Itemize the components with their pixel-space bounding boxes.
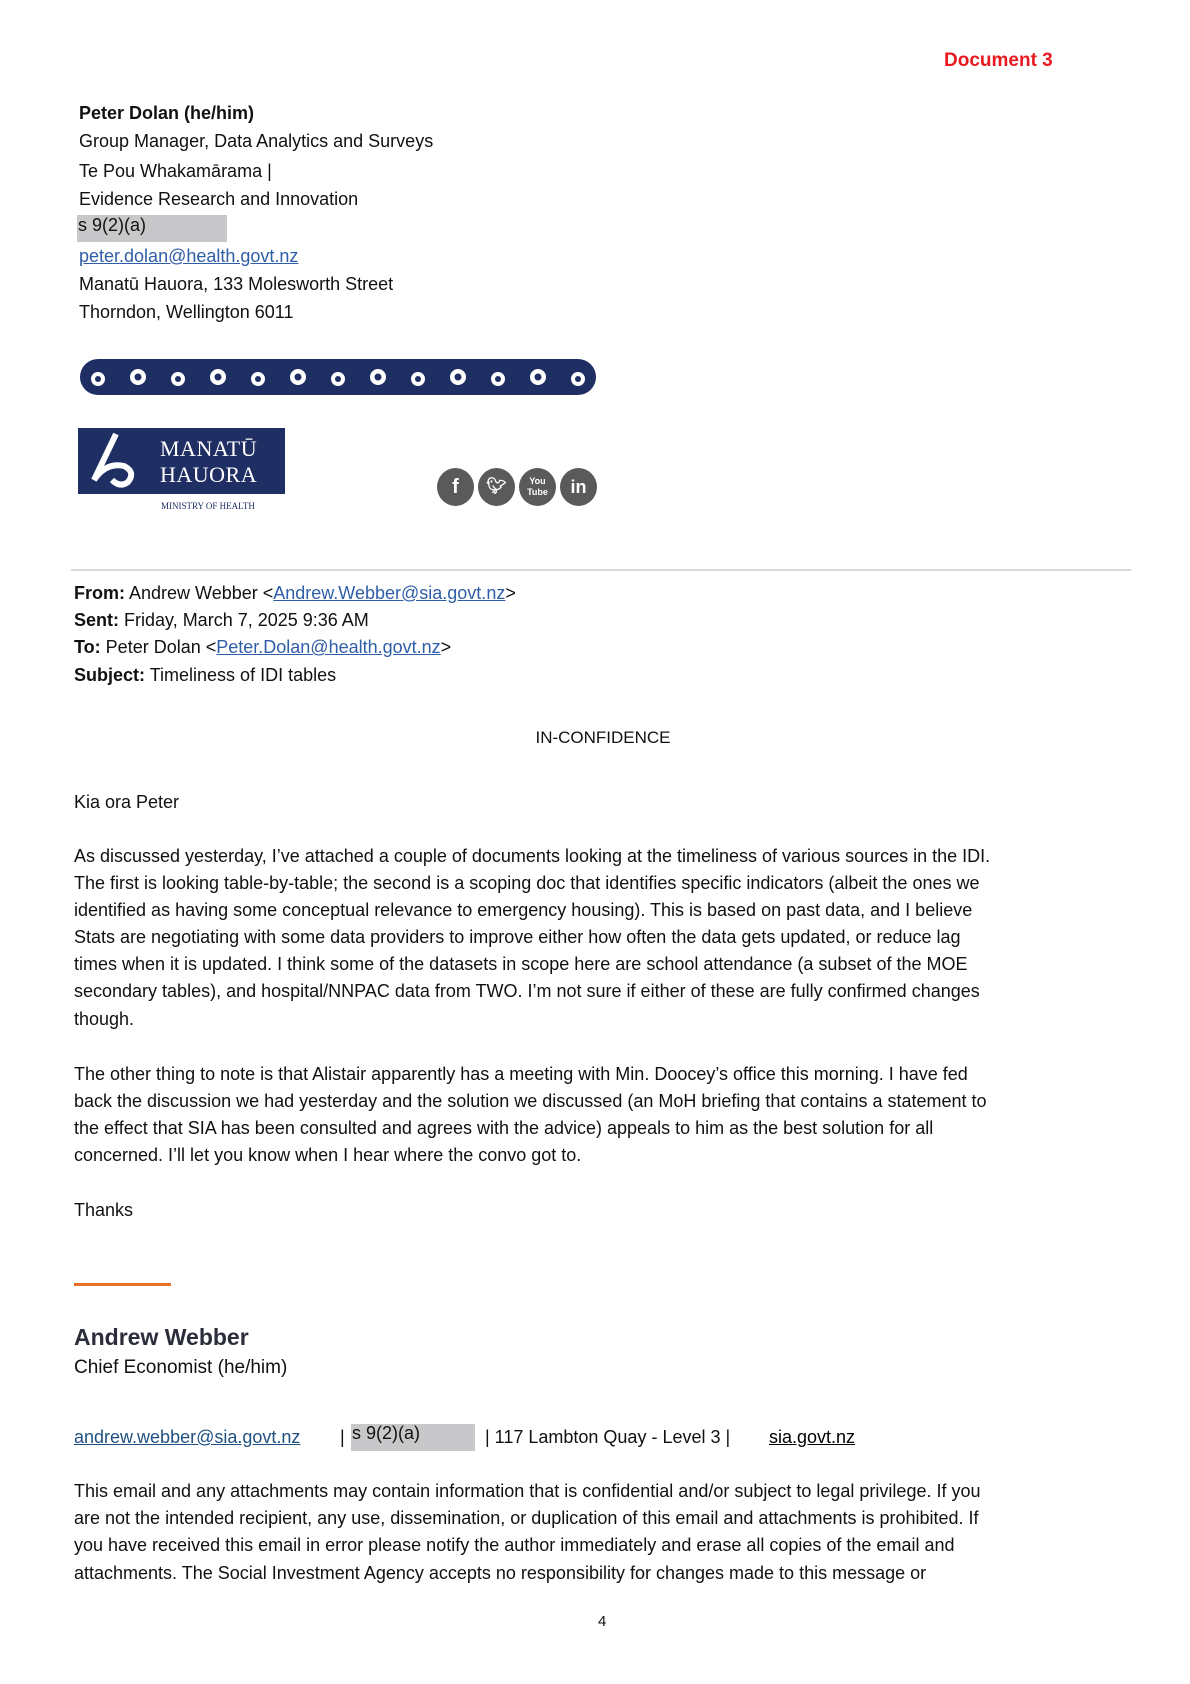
body-line: Stats are negotiating with some data providers to improve either how often the data gets updated, or reduce lag	[74, 927, 961, 947]
unit-line: Te Pou Whakamārama |	[79, 161, 272, 181]
separator: |	[340, 1427, 345, 1447]
logo-text: MANATŪ	[160, 436, 258, 461]
sent-value: Friday, March 7, 2025 9:36 AM	[124, 610, 369, 630]
body-line: The first is looking table-by-table; the second is a scoping doc that identifies specific indicators (albeit the ones we	[74, 873, 980, 893]
sent-label: Sent:	[74, 610, 119, 630]
body-line: The other thing to note is that Alistair apparently has a meeting with Min. Doocey’s office this morning. I have fed	[74, 1064, 968, 1084]
greeting: Kia ora Peter	[74, 792, 180, 812]
job-title: Group Manager, Data Analytics and Surveys	[79, 131, 434, 151]
unit-line: Evidence Research and Innovation	[79, 189, 359, 209]
website-link[interactable]: sia.govt.nz	[769, 1427, 856, 1447]
redaction-label: s 9(2)(a)	[352, 1423, 421, 1443]
divider	[71, 569, 1131, 571]
to-close: >	[440, 637, 452, 657]
body-line: identified as having some conceptual relevance to emergency housing). This is based on past data, and I believe	[74, 900, 973, 920]
koru-band-graphic	[78, 355, 598, 399]
logo-text: HAUORA	[160, 462, 258, 487]
office-address: | 117 Lambton Quay - Level 3 |	[485, 1427, 731, 1447]
body-line: though.	[74, 1009, 135, 1029]
facebook-icon[interactable]: f	[437, 468, 474, 506]
disclaimer-line: are not the intended recipient, any use, dissemination, or duplication of this email and attachments is prohibited. If	[74, 1508, 979, 1528]
body-line: times when it is updated. I think some of the datasets in scope here are school attendance (a subset of the MOE	[74, 954, 968, 974]
classification-label: IN-CONFIDENCE	[535, 728, 671, 747]
from-email-link[interactable]: Andrew.Webber@sia.govt.nz	[273, 583, 506, 603]
address-line: Thorndon, Wellington 6011	[79, 302, 294, 322]
subject-label: Subject:	[74, 665, 146, 685]
body-line: concerned. I’ll let you know when I hear where the convo got to.	[74, 1145, 582, 1165]
signature-name: Andrew Webber	[74, 1324, 249, 1350]
signature-title: Chief Economist (he/him)	[74, 1357, 288, 1378]
logo-subtitle: MINISTRY OF HEALTH	[161, 501, 255, 511]
email-link[interactable]: peter.dolan@health.govt.nz	[79, 246, 299, 266]
from-label: From:	[74, 583, 125, 603]
body-line: back the discussion we had yesterday and the solution we discussed (an MoH briefing that contains a statement to	[74, 1091, 987, 1111]
page-number: 4	[598, 1613, 607, 1630]
document-label: Document 3	[944, 50, 1053, 71]
disclaimer-line: attachments. The Social Investment Agency accepts no responsibility for changes made to this message or	[74, 1563, 927, 1583]
to-email-link[interactable]: Peter.Dolan@health.govt.nz	[216, 637, 441, 657]
body-line: As discussed yesterday, I’ve attached a couple of documents looking at the timeliness of various sources in the IDI.	[74, 846, 991, 866]
disclaimer-line: This email and any attachments may contain information that is confidential and/or subject to legal privilege. If you	[74, 1481, 981, 1501]
sender-name: Peter Dolan (he/him)	[79, 103, 255, 123]
accent-rule	[74, 1283, 171, 1286]
youtube-icon[interactable]: You Tube	[519, 468, 556, 506]
body-line: secondary tables), and hospital/NNPAC data from TWO. I’m not sure if either of these are fully confirmed changes	[74, 981, 980, 1001]
signature-email-link[interactable]: andrew.webber@sia.govt.nz	[74, 1427, 301, 1447]
subject-value: Timeliness of IDI tables	[149, 665, 337, 685]
to-label: To:	[74, 637, 101, 657]
redaction-label: s 9(2)(a)	[78, 215, 147, 235]
body-line: the effect that SIA has been consulted and agrees with the advice) appeals to him as the best solution for all	[74, 1118, 934, 1138]
linkedin-icon[interactable]: in	[560, 468, 597, 506]
signoff: Thanks	[74, 1200, 134, 1220]
twitter-icon[interactable]: 🐦︎	[478, 468, 515, 506]
disclaimer-line: you have received this email in error please notify the author immediately and erase all copies of the email and	[74, 1535, 955, 1555]
manatu-hauora-logo	[78, 428, 285, 494]
from-close: >	[505, 583, 516, 603]
address-line: Manatū Hauora, 133 Molesworth Street	[79, 274, 394, 294]
to-name: Peter Dolan <	[105, 637, 217, 657]
from-name: Andrew Webber <	[129, 583, 274, 603]
koru-logo-icon	[86, 432, 146, 490]
